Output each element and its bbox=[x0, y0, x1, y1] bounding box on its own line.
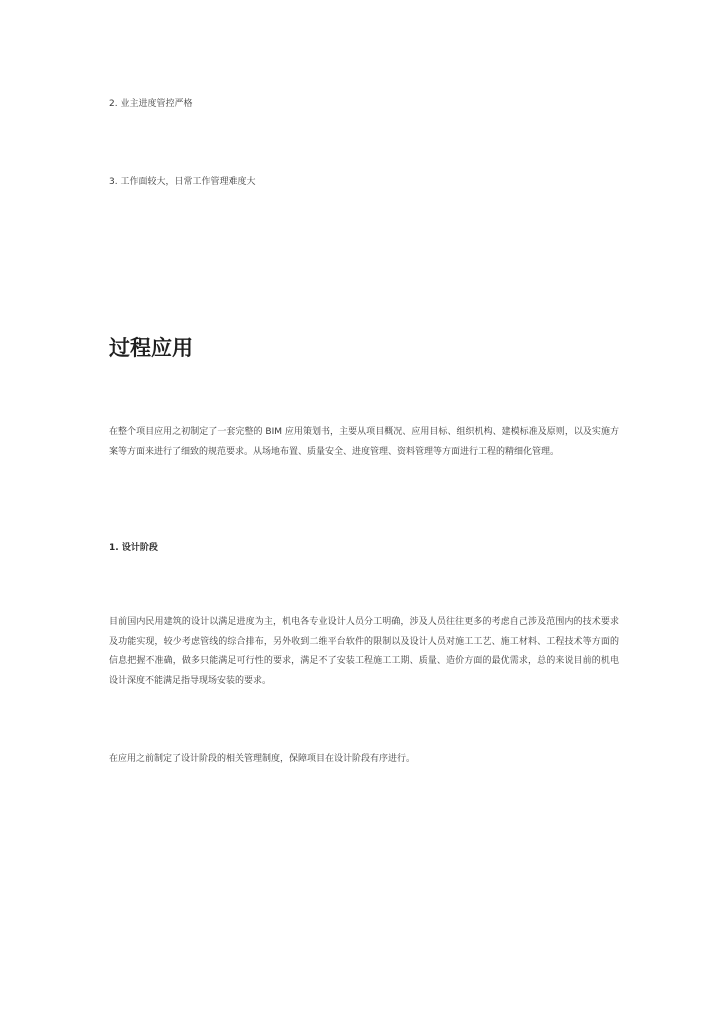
intro-paragraph: 在整个项目应用之初制定了一套完整的 BIM 应用策划书，主要从项目概况、应用目标、组织机构、建模标准及原则，以及实施方案等方面来进行了细致的规范要求。从场地布置、质量安全、进度管理、资料管理等方面进行工程的精细化管理。 bbox=[109, 427, 619, 457]
design-stage-paragraph: 目前国内民用建筑的设计以满足进度为主，机电各专业设计人员分工明确，涉及人员往往更多的考虑自己涉及范围内的技术要求及功能实现，较少考虑管线的综合排布，另外收到二维平台软件的限制以及设计人员对施工工艺、施工材料、工程技术等方面的信息把握不准确，做多只能满足可行性的要求，满足不了安装工程施工工期、质量、造价方面的最优需求，总的来说目前的机电设计深度不能满足指导现场安装的要求。 bbox=[109, 617, 619, 686]
design-stage-management-paragraph: 在应用之前制定了设计阶段的相关管理制度，保障项目在设计阶段有序进行。 bbox=[109, 754, 416, 764]
list-item-owner-schedule-control: 2. 业主进度管控严格 bbox=[109, 99, 193, 109]
design-stage-heading: 1. 设计阶段 bbox=[109, 543, 158, 553]
section-title: 过程应用 bbox=[109, 336, 193, 360]
list-item-large-workface: 3. 工作面较大，日常工作管理难度大 bbox=[109, 177, 256, 187]
